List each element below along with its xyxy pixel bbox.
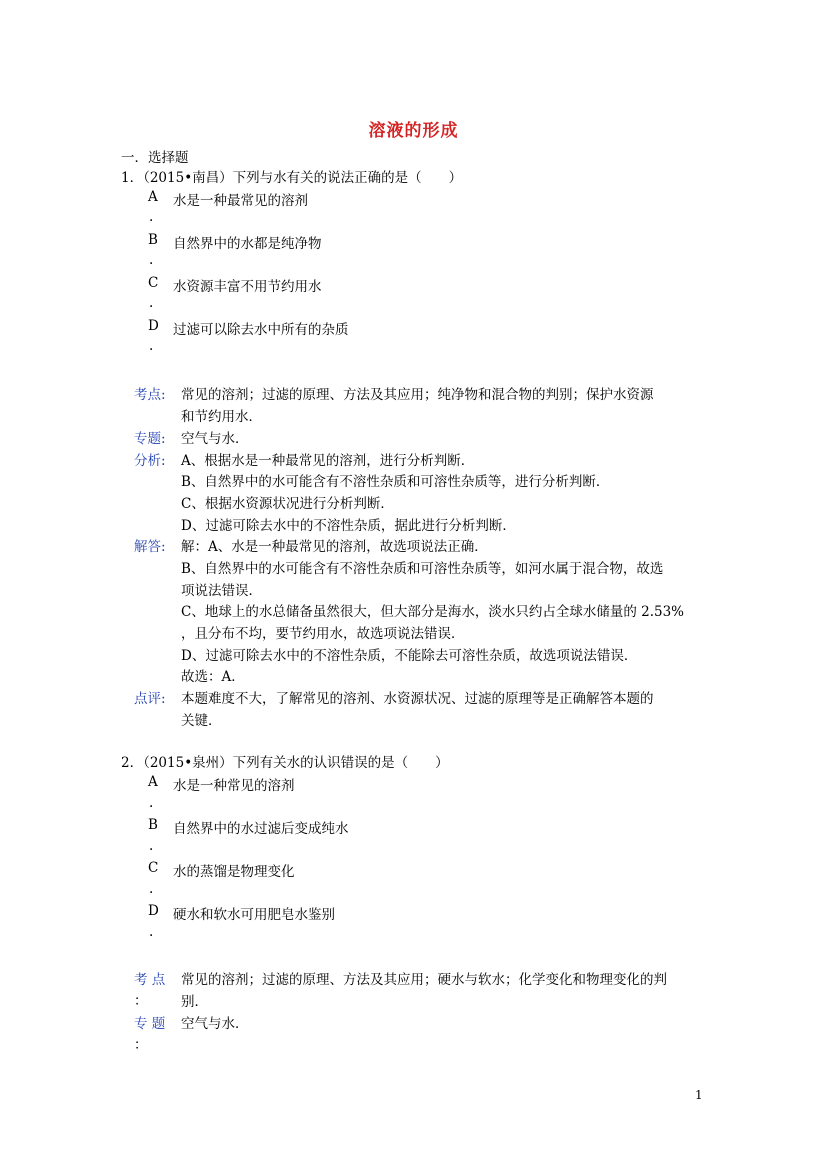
q2-option-b-text: 自然界中的水过滤后变成纯水 (173, 821, 349, 837)
q1-dianping-label: 点评: (134, 691, 166, 707)
q2-option-d-text: 硬水和软水可用肥皂水鉴别 (173, 907, 335, 923)
q1-jieda-line-3: 项说法错误． (181, 583, 262, 599)
q1-option-d-text: 过滤可以除去水中所有的杂质 (173, 322, 349, 338)
q1-option-b-dot: . (149, 252, 154, 268)
q1-option-a-letter: A (148, 189, 158, 205)
q1-option-c-letter: C (148, 275, 159, 291)
q1-fenxi-line-1: A、根据水是一种最常见的溶剂，进行分析判断． (181, 453, 475, 469)
q1-option-b-letter: B (148, 232, 158, 248)
q1-zhuanti-label: 专题: (134, 431, 166, 447)
q1-option-b-text: 自然界中的水都是纯净物 (173, 236, 322, 252)
q1-jieda-line-2: B、自然界中的水可能含有不溶性杂质和可溶性杂质等，如河水属于混合物，故选 (181, 561, 664, 577)
q1-option-c-text: 水资源丰富不用节约用水 (173, 279, 322, 295)
q2-zhuanti-label: 专 题 (134, 1016, 166, 1032)
q2-option-a-text: 水是一种常见的溶剂 (173, 778, 295, 794)
question-2-stem: 2．（2015•泉州）下列有关水的认识错误的是（ ） (121, 755, 449, 771)
q2-option-b-dot: . (149, 838, 154, 854)
q1-option-d-dot: . (149, 338, 154, 354)
q2-zhuanti-colon: ： (134, 1037, 148, 1053)
section-heading: 一．选择题 (121, 150, 189, 166)
q1-jieda-label: 解答: (134, 539, 166, 555)
q2-kaodian-line-2: 别． (181, 994, 208, 1010)
q1-kaodian-label: 考点: (134, 387, 166, 403)
q1-jieda-line-7: 故选：A． (181, 669, 245, 685)
q2-kaodian-colon: ： (134, 993, 148, 1009)
q1-option-a-dot: . (149, 209, 154, 225)
q1-fenxi-line-2: B、自然界中的水可能含有不溶性杂质和可溶性杂质等，进行分析判断． (181, 474, 610, 490)
q1-option-c-dot: . (149, 295, 154, 311)
q1-fenxi-line-3: C、根据水资源状况进行分析判断． (181, 496, 394, 512)
q1-option-d-letter: D (148, 318, 159, 334)
q1-jieda-line-6: D、过滤可除去水中的不溶性杂质，不能除去可溶性杂质，故选项说法错误． (181, 648, 638, 664)
q2-option-d-letter: D (148, 903, 159, 919)
q1-fenxi-line-4: D、过滤可除去水中的不溶性杂质，据此进行分析判断． (181, 518, 516, 534)
q1-kaodian-line-2: 和节约用水． (181, 409, 262, 425)
q2-option-c-dot: . (149, 881, 154, 897)
q1-option-a-text: 水是一种最常见的溶剂 (173, 193, 308, 209)
q1-jieda-line-1: 解：A、水是一种最常见的溶剂，故选项说法正确． (181, 539, 488, 555)
q1-dianping-line-1: 本题难度不大，了解常见的溶剂、水资源状况、过滤的原理等是正确解答本题的 (181, 691, 654, 707)
q2-option-c-letter: C (148, 860, 159, 876)
q1-jieda-line-4: C、地球上的水总储备虽然很大，但大部分是海水，淡水只约占全球水储量的 2.53% (181, 604, 685, 620)
q2-kaodian-line-1: 常见的溶剂；过滤的原理、方法及其应用；硬水与软水；化学变化和物理变化的判 (181, 972, 667, 988)
q2-kaodian-label: 考 点 (134, 972, 166, 988)
page-title: 溶液的形成 (368, 121, 459, 141)
q2-zhuanti-text: 空气与水． (181, 1016, 249, 1032)
q2-option-b-letter: B (148, 817, 158, 833)
q1-jieda-line-5: ，且分布不均，要节约用水，故选项说法错误． (181, 626, 465, 642)
q2-option-a-dot: . (149, 795, 154, 811)
q2-option-c-text: 水的蒸馏是物理变化 (173, 864, 295, 880)
q1-zhuanti-text: 空气与水． (181, 431, 249, 447)
q1-dianping-line-2: 关键． (181, 713, 222, 729)
page-number: 1 (695, 1088, 703, 1102)
q2-option-a-letter: A (148, 774, 158, 790)
q2-option-d-dot: . (149, 924, 154, 940)
question-1-stem: 1．（2015•南昌）下列与水有关的说法正确的是（ ） (121, 170, 463, 186)
q1-fenxi-label: 分析: (134, 453, 166, 469)
q1-kaodian-line-1: 常见的溶剂；过滤的原理、方法及其应用；纯净物和混合物的判别；保护水资源 (181, 387, 654, 403)
